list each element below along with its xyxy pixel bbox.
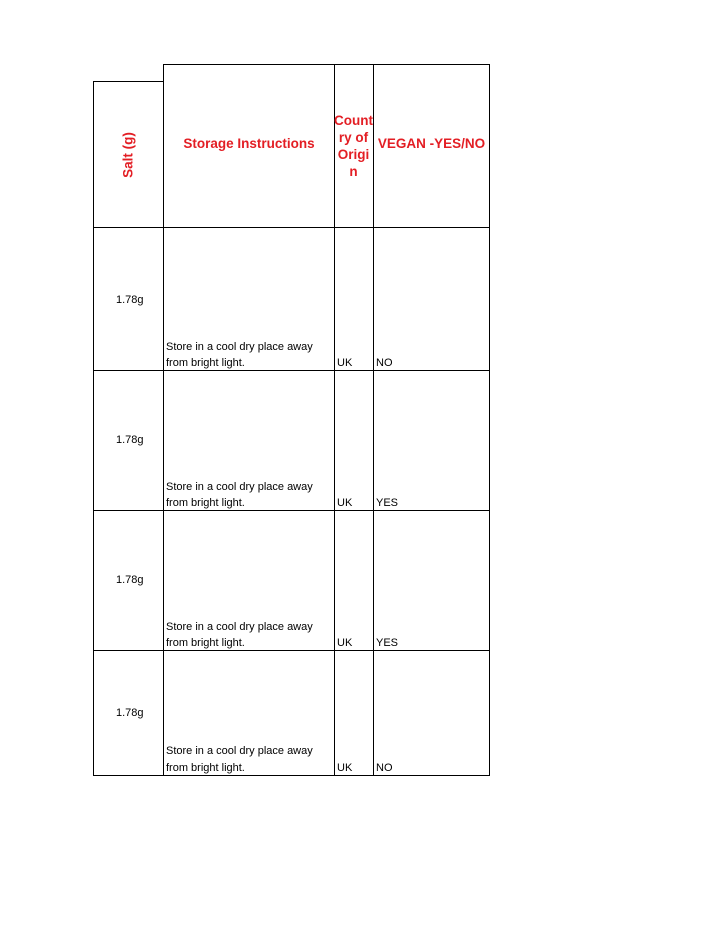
- country-cell: UK: [337, 762, 353, 774]
- grid-line: [93, 370, 490, 371]
- vegan-cell: NO: [376, 357, 393, 369]
- country-cell: UK: [337, 357, 353, 369]
- country-cell: UK: [337, 637, 353, 649]
- storage-cell-line1: Store in a cool dry place away: [166, 621, 313, 633]
- storage-cell-line2: from bright light.: [166, 497, 245, 509]
- header-storage-instructions: Storage Instructions: [183, 136, 315, 151]
- header-country-of-origin: Country of Origin: [334, 113, 373, 179]
- storage-cell-line2: from bright light.: [166, 357, 245, 369]
- salt-cell: 1.78g: [116, 574, 144, 586]
- salt-cell: 1.78g: [116, 707, 144, 719]
- header-vegan: VEGAN -YES/NO: [377, 136, 486, 151]
- salt-cell: 1.78g: [116, 434, 144, 446]
- grid-line: [163, 64, 164, 776]
- header-salt: [93, 82, 163, 227]
- storage-cell-line1: Store in a cool dry place away: [166, 341, 313, 353]
- grid-line: [93, 775, 490, 776]
- storage-cell-line2: from bright light.: [166, 762, 245, 774]
- grid-line: [93, 650, 490, 651]
- salt-cell: 1.78g: [116, 294, 144, 306]
- grid-line: [93, 227, 490, 228]
- storage-cell-line1: Store in a cool dry place away: [166, 745, 313, 757]
- vegan-cell: NO: [376, 762, 393, 774]
- grid-line: [163, 64, 490, 65]
- vegan-cell: YES: [376, 637, 399, 649]
- storage-cell-line2: from bright light.: [166, 637, 245, 649]
- grid-line: [373, 64, 374, 776]
- header-salt-label: Salt (g): [120, 131, 136, 178]
- vegan-cell: YES: [376, 497, 399, 509]
- grid-line: [93, 510, 490, 511]
- country-cell: UK: [337, 497, 353, 509]
- grid-line: [489, 64, 490, 776]
- storage-cell-line1: Store in a cool dry place away: [166, 481, 313, 493]
